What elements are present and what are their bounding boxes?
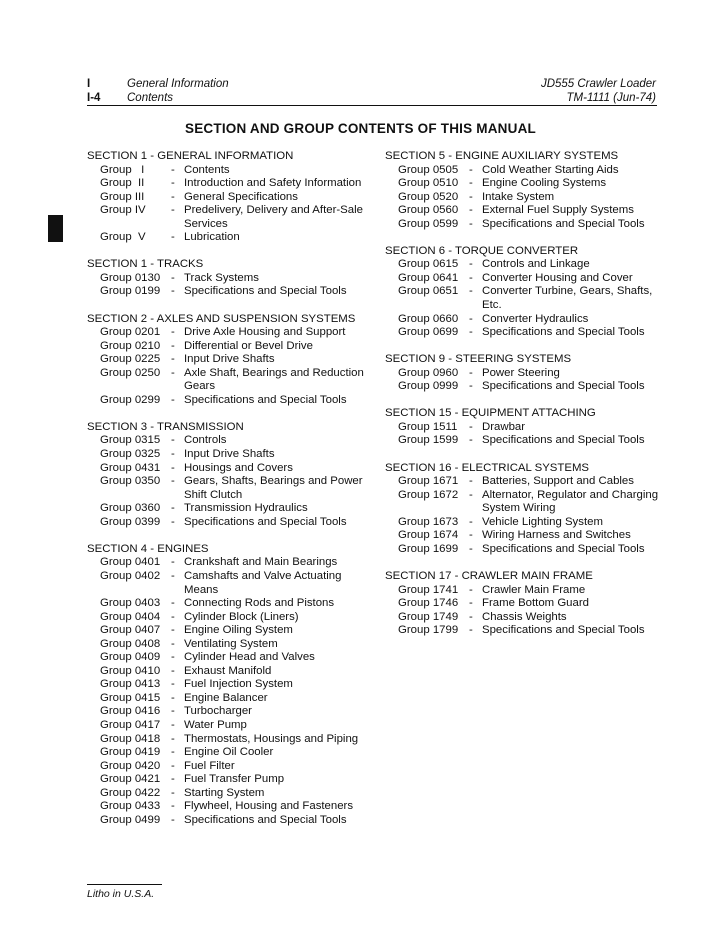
group-label: Group 0510 (398, 177, 459, 190)
group-entry (87, 340, 372, 354)
contents-section (385, 462, 675, 557)
separator-dash: - (171, 190, 175, 203)
group-entry (385, 543, 675, 557)
group-label: Group 0410 (100, 664, 161, 677)
separator-dash: - (171, 434, 175, 447)
group-description: Specifications and Special Tools (482, 326, 645, 339)
separator-dash: - (171, 502, 175, 515)
page-title: SECTION AND GROUP CONTENTS OF THIS MANUAL (185, 121, 536, 136)
group-description: Alternator, Regulator and Charging System Wiring (482, 488, 659, 515)
group-description: Specifications and Special Tools (482, 542, 645, 555)
group-entry (385, 434, 675, 448)
group-entry (87, 285, 372, 299)
group-label: Group 0420 (100, 759, 161, 772)
group-label: Group 0505 (398, 163, 459, 176)
group-entry (87, 462, 372, 476)
separator-dash: - (171, 326, 175, 339)
group-label: Group 0415 (100, 691, 161, 704)
group-label: Group 0422 (100, 786, 161, 799)
group-label: Group 0999 (398, 380, 459, 393)
separator-dash: - (171, 637, 175, 650)
group-description: Specifications and Special Tools (184, 813, 347, 826)
group-entry (87, 570, 372, 597)
group-description: Housings and Covers (184, 461, 293, 474)
group-description: Input Drive Shafts (184, 353, 275, 366)
group-entry (385, 489, 675, 516)
contents-section (385, 150, 675, 231)
group-description: Specifications and Special Tools (482, 380, 645, 393)
group-description: Engine Balancer (184, 691, 268, 704)
group-label: Group 0499 (100, 813, 161, 826)
group-description: Specifications and Special Tools (482, 624, 645, 637)
separator-dash: - (469, 271, 473, 284)
group-description: Differential or Bevel Drive (184, 339, 313, 352)
separator-dash: - (171, 664, 175, 677)
group-name: Contents (127, 92, 174, 104)
group-description: Specifications and Special Tools (482, 217, 645, 230)
separator-dash: - (469, 610, 473, 623)
group-entry (87, 814, 372, 828)
group-entry (87, 475, 372, 502)
separator-dash: - (171, 773, 175, 786)
group-label: Group 0404 (100, 610, 161, 623)
group-description: Gears, Shafts, Bearings and Power Shift Clutch (184, 475, 363, 501)
separator-dash: - (469, 312, 473, 325)
separator-dash: - (171, 556, 175, 569)
separator-dash: - (469, 475, 473, 488)
separator-dash: - (469, 529, 473, 542)
group-description: Predelivery, Delivery and After-Sale Services (184, 204, 363, 230)
separator-dash: - (171, 678, 175, 691)
group-label: Group 0402 (100, 569, 161, 582)
separator-dash: - (171, 204, 175, 217)
group-entry (87, 800, 372, 814)
group-entry (87, 692, 372, 706)
group-label: Group 1672 (398, 488, 459, 501)
group-label: Group I (100, 163, 145, 176)
group-label: Group 0418 (100, 732, 161, 745)
group-entry (385, 204, 675, 218)
group-label: Group 0421 (100, 773, 161, 786)
group-description: Thermostats, Housings and Piping (184, 732, 359, 745)
group-entry (87, 597, 372, 611)
separator-dash: - (171, 610, 175, 623)
header-divider (87, 105, 657, 106)
separator-dash: - (171, 732, 175, 745)
group-description: Wiring Harness and Switches (482, 529, 631, 542)
group-entry (87, 705, 372, 719)
group-entry (87, 773, 372, 787)
group-label: Group 0615 (398, 258, 459, 271)
group-description: Specifications and Special Tools (482, 434, 645, 447)
footer-rule (87, 884, 162, 885)
group-description: Controls and Linkage (482, 258, 590, 271)
group-entry (385, 313, 675, 327)
group-description: Engine Oil Cooler (184, 746, 274, 759)
group-label: Group 0401 (100, 556, 161, 569)
group-entry (87, 191, 372, 205)
separator-dash: - (171, 163, 175, 176)
group-description: Converter Turbine, Gears, Shafts, Etc. (482, 285, 653, 312)
group-label: Group 1599 (398, 434, 459, 447)
group-entry (87, 624, 372, 638)
separator-dash: - (469, 597, 473, 610)
group-label: Group 0210 (100, 339, 161, 352)
contents-section (87, 421, 372, 529)
separator-dash: - (171, 393, 175, 406)
group-entry (87, 556, 372, 570)
separator-dash: - (469, 258, 473, 271)
group-description: Chassis Weights (482, 610, 567, 623)
contents-section (87, 150, 372, 245)
contents-section (385, 407, 675, 448)
section-heading: SECTION 5 - ENGINE AUXILIARY SYSTEMS (385, 150, 619, 162)
group-description: Specifications and Special Tools (184, 285, 347, 298)
group-description: Fuel Filter (184, 759, 235, 772)
separator-dash: - (171, 651, 175, 664)
group-description: Transmission Hydraulics (184, 502, 308, 515)
group-description: Cylinder Block (Liners) (184, 610, 299, 623)
separator-dash: - (171, 366, 175, 379)
section-heading: SECTION 3 - TRANSMISSION (87, 420, 244, 433)
group-description: Camshafts and Valve Actuating Means (184, 569, 342, 596)
group-entry (87, 746, 372, 760)
group-label: Group 0299 (100, 393, 161, 406)
group-label: Group 1699 (398, 542, 459, 555)
group-label: Group 0350 (100, 475, 161, 488)
group-description: Controls (184, 434, 227, 447)
group-label: Group 0325 (100, 448, 161, 461)
separator-dash: - (171, 475, 175, 488)
group-entry (87, 204, 372, 231)
separator-dash: - (469, 366, 473, 379)
group-entry (385, 475, 675, 489)
group-label: Group 0416 (100, 705, 161, 718)
group-label: Group IV (100, 204, 146, 217)
separator-dash: - (171, 231, 175, 244)
separator-dash: - (469, 380, 473, 393)
group-entry (87, 326, 372, 340)
manual-number: TM-1111 (Jun-74) (566, 92, 656, 104)
group-entry (385, 258, 675, 272)
group-description: Cylinder Head and Valves (184, 651, 315, 664)
separator-dash: - (171, 597, 175, 610)
separator-dash: - (171, 569, 175, 582)
group-entry (385, 326, 675, 340)
section-heading: SECTION 1 - TRACKS (87, 258, 204, 271)
group-description: Contents (184, 163, 230, 176)
separator-dash: - (469, 583, 473, 596)
group-description: Drive Axle Housing and Support (184, 326, 346, 339)
group-description: Exhaust Manifold (184, 664, 272, 677)
group-entry (87, 787, 372, 801)
separator-dash: - (171, 786, 175, 799)
group-description: Frame Bottom Guard (482, 597, 589, 610)
manual-title: JD555 Crawler Loader (540, 78, 656, 90)
group-label: Group II (100, 177, 145, 190)
group-entry (87, 502, 372, 516)
group-entry (87, 516, 372, 530)
group-description: Converter Hydraulics (482, 312, 589, 325)
group-description: Crankshaft and Main Bearings (184, 556, 338, 569)
contents-section (87, 313, 372, 408)
group-label: Group 1746 (398, 597, 459, 610)
group-entry (385, 624, 675, 638)
separator-dash: - (469, 190, 473, 203)
group-label: Group 1749 (398, 610, 459, 623)
group-description: Lubrication (184, 231, 240, 244)
group-entry (87, 353, 372, 367)
group-label: Group 0399 (100, 515, 161, 528)
group-description: Connecting Rods and Pistons (184, 597, 335, 610)
group-description: Fuel Injection System (184, 678, 293, 691)
group-entry (385, 285, 675, 312)
separator-dash: - (171, 624, 175, 637)
group-entry (385, 272, 675, 286)
separator-dash: - (469, 624, 473, 637)
contents-section (385, 353, 675, 394)
group-description: Vehicle Lighting System (482, 515, 603, 528)
section-heading: SECTION 2 - AXLES AND SUSPENSION SYSTEMS (87, 312, 356, 325)
group-description: Flywheel, Housing and Fasteners (184, 800, 354, 813)
group-label: Group 0419 (100, 746, 161, 759)
page-number: I-4 (87, 92, 101, 104)
contents-left-column (87, 150, 372, 841)
group-description: Crawler Main Frame (482, 583, 586, 596)
group-description: Specifications and Special Tools (184, 393, 347, 406)
group-entry (385, 177, 675, 191)
footer (87, 884, 162, 900)
group-description: Input Drive Shafts (184, 448, 275, 461)
group-label: Group 0407 (100, 624, 161, 637)
group-description: Engine Oiling System (184, 624, 293, 637)
group-label: Group 0699 (398, 326, 459, 339)
group-label: Group 0413 (100, 678, 161, 691)
group-description: Axle Shaft, Bearings and Reduction Gears (184, 366, 364, 393)
section-number: I (87, 78, 91, 90)
separator-dash: - (469, 217, 473, 230)
group-entry (87, 394, 372, 408)
group-entry (385, 529, 675, 543)
group-label: Group 0651 (398, 285, 459, 298)
separator-dash: - (171, 285, 175, 298)
group-description: Batteries, Support and Cables (482, 475, 634, 488)
group-description: Water Pump (184, 718, 247, 731)
group-label: Group 0431 (100, 461, 161, 474)
group-description: Fuel Transfer Pump (184, 773, 285, 786)
contents-section (385, 570, 675, 638)
group-entry (87, 719, 372, 733)
group-description: Turbocharger (184, 705, 252, 718)
section-heading: SECTION 6 - TORQUE CONVERTER (385, 244, 579, 257)
group-description: General Specifications (184, 190, 298, 203)
group-entry (385, 584, 675, 598)
group-entry (87, 164, 372, 178)
group-description: Power Steering (482, 366, 560, 379)
section-heading: SECTION 1 - GENERAL INFORMATION (87, 150, 294, 162)
separator-dash: - (469, 326, 473, 339)
contents-section (87, 543, 372, 827)
section-heading: SECTION 17 - CRAWLER MAIN FRAME (385, 569, 593, 582)
separator-dash: - (171, 271, 175, 284)
group-entry (385, 367, 675, 381)
separator-dash: - (469, 163, 473, 176)
group-label: Group 0225 (100, 353, 161, 366)
group-description: Converter Housing and Cover (482, 271, 633, 284)
group-label: Group 0408 (100, 637, 161, 650)
group-entry (87, 434, 372, 448)
group-description: Drawbar (482, 420, 526, 433)
group-label: Group V (100, 231, 146, 244)
separator-dash: - (171, 746, 175, 759)
separator-dash: - (171, 759, 175, 772)
group-label: Group 1799 (398, 624, 459, 637)
group-entry (87, 367, 372, 394)
separator-dash: - (171, 718, 175, 731)
group-label: Group 0201 (100, 326, 161, 339)
group-label: Group 0199 (100, 285, 161, 298)
group-label: Group 0641 (398, 271, 459, 284)
group-label: Group 0417 (100, 718, 161, 731)
group-entry (87, 760, 372, 774)
group-description: Ventilating System (184, 637, 278, 650)
section-heading: SECTION 4 - ENGINES (87, 542, 209, 555)
group-label: Group 1674 (398, 529, 459, 542)
group-description: Engine Cooling Systems (482, 177, 607, 190)
group-description: Specifications and Special Tools (184, 515, 347, 528)
separator-dash: - (171, 813, 175, 826)
section-heading: SECTION 16 - ELECTRICAL SYSTEMS (385, 461, 590, 474)
group-description: Intake System (482, 190, 555, 203)
separator-dash: - (171, 448, 175, 461)
section-heading: SECTION 15 - EQUIPMENT ATTACHING (385, 407, 596, 420)
group-description: Track Systems (184, 271, 259, 284)
group-description: External Fuel Supply Systems (482, 204, 634, 217)
group-entry (87, 678, 372, 692)
separator-dash: - (171, 339, 175, 352)
group-entry (87, 177, 372, 191)
group-entry (385, 611, 675, 625)
group-entry (385, 597, 675, 611)
group-entry (385, 191, 675, 205)
separator-dash: - (171, 800, 175, 813)
group-entry (87, 651, 372, 665)
separator-dash: - (469, 420, 473, 433)
group-entry (87, 611, 372, 625)
group-label: Group 0315 (100, 434, 161, 447)
group-label: Group 0403 (100, 597, 161, 610)
group-label: Group 1511 (398, 420, 458, 433)
group-entry (87, 231, 372, 245)
header-right (541, 77, 656, 105)
group-label: Group 0560 (398, 204, 459, 217)
header-left (87, 77, 229, 105)
separator-dash: - (171, 353, 175, 366)
group-label: Group 1673 (398, 515, 459, 528)
group-entry (385, 164, 675, 178)
contents-section (385, 245, 675, 340)
group-description: Starting System (184, 786, 265, 799)
group-entry (87, 272, 372, 286)
separator-dash: - (171, 461, 175, 474)
section-heading: SECTION 9 - STEERING SYSTEMS (385, 353, 572, 366)
group-entry (385, 380, 675, 394)
group-entry (87, 665, 372, 679)
separator-dash: - (469, 285, 473, 298)
contents-right-column (385, 150, 675, 651)
section-tab-marker (48, 215, 63, 242)
separator-dash: - (469, 204, 473, 217)
group-entry (87, 448, 372, 462)
group-entry (385, 516, 675, 530)
separator-dash: - (469, 488, 473, 501)
contents-section (87, 258, 372, 299)
group-entry (385, 421, 675, 435)
separator-dash: - (469, 177, 473, 190)
group-label: Group 0599 (398, 217, 459, 230)
group-label: Group 1741 (398, 583, 459, 596)
group-description: Cold Weather Starting Aids (482, 163, 619, 176)
separator-dash: - (171, 515, 175, 528)
group-label: Group III (100, 190, 145, 203)
section-name: General Information (127, 78, 229, 90)
group-label: Group 0409 (100, 651, 161, 664)
group-entry (385, 218, 675, 232)
separator-dash: - (171, 705, 175, 718)
group-label: Group 0660 (398, 312, 459, 325)
group-label: Group 0360 (100, 502, 161, 515)
separator-dash: - (171, 177, 175, 190)
group-label: Group 0960 (398, 366, 459, 379)
group-entry (87, 638, 372, 652)
group-label: Group 1671 (398, 475, 459, 488)
group-entry (87, 733, 372, 747)
group-label: Group 0250 (100, 366, 161, 379)
print-note: Litho in U.S.A. (87, 888, 155, 900)
group-label: Group 0433 (100, 800, 161, 813)
separator-dash: - (469, 515, 473, 528)
group-label: Group 0130 (100, 271, 161, 284)
separator-dash: - (469, 542, 473, 555)
group-description: Introduction and Safety Information (184, 177, 362, 190)
group-label: Group 0520 (398, 190, 459, 203)
separator-dash: - (469, 434, 473, 447)
separator-dash: - (171, 691, 175, 704)
